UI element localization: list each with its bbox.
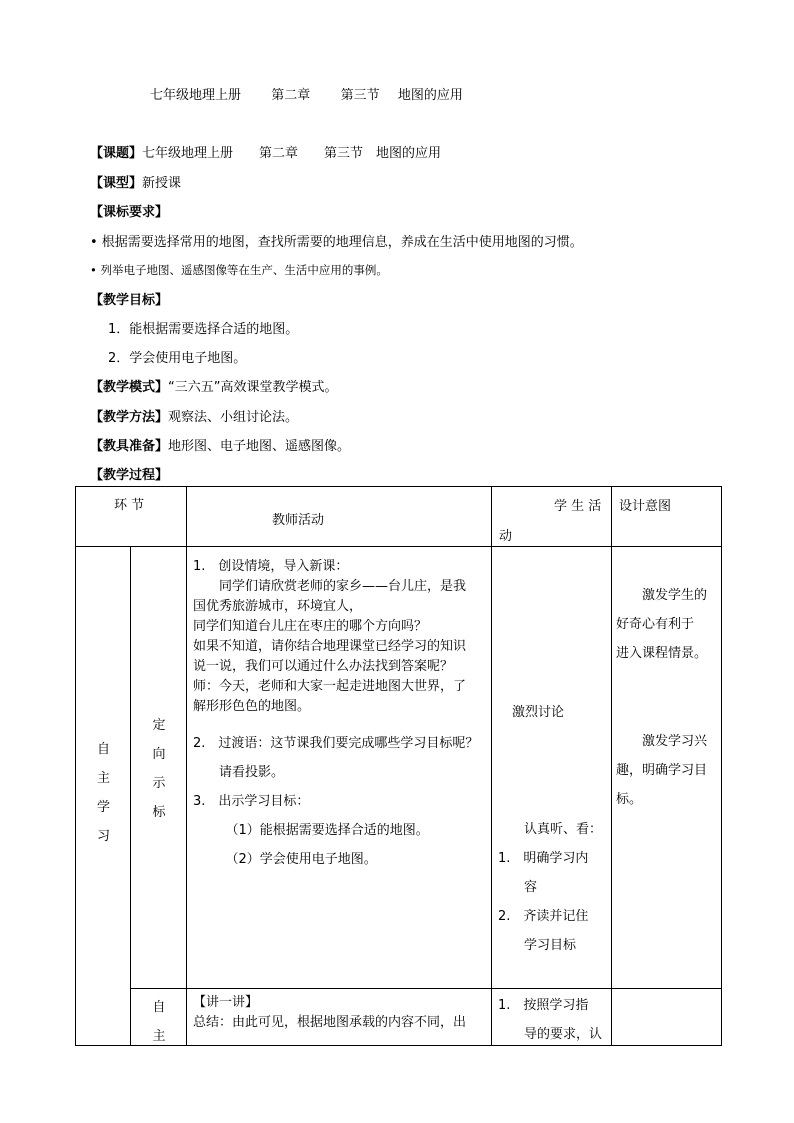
teacher-line: 3. 出示学习目标： xyxy=(193,794,310,809)
teacher-line: 2. 过渡语：这节课我们要完成哪些学习目标呢？ xyxy=(193,736,479,751)
teacher-line: 同学们知道台儿庄在枣庄的哪个方向吗？ xyxy=(193,619,428,634)
student-line: 1. 明确学习内 xyxy=(498,851,589,866)
title-book: 七年级地理上册 xyxy=(150,88,242,103)
standards-heading xyxy=(90,206,168,219)
teacher-line: （1）能根据需要选择合适的地图。 xyxy=(193,823,429,838)
goals-heading xyxy=(90,294,168,307)
header-teacher-cell xyxy=(187,487,492,547)
step-char: 自 xyxy=(152,1000,166,1015)
teacher-activity-goals xyxy=(193,729,478,874)
teacher-line: 【讲一讲】 xyxy=(193,995,259,1010)
process-label: 【教学过程】 xyxy=(90,468,169,483)
intent-b xyxy=(616,727,707,814)
header-stage: 环 节 xyxy=(114,498,145,513)
student-activity-cell xyxy=(492,547,612,989)
teacher-activity-summary xyxy=(193,993,466,1033)
standards-label: 【课标要求】 xyxy=(90,205,169,220)
type-label: 【课型】 xyxy=(90,176,143,191)
goals-label: 【教学目标】 xyxy=(90,293,169,308)
student-activity-cell xyxy=(492,989,612,1046)
intent-line: 趣，明确学习目 xyxy=(616,763,708,778)
intent-line: 好奇心有利于 xyxy=(616,617,695,632)
step-cell xyxy=(131,547,187,989)
step-cell xyxy=(131,989,187,1046)
teacher-line: 国优秀旅游城市，环境宜人， xyxy=(193,599,363,614)
header-intent: 设计意图 xyxy=(619,499,672,514)
table-header-row xyxy=(76,487,722,547)
teacher-activity-intro xyxy=(193,557,466,717)
teacher-activity-cell xyxy=(187,989,492,1046)
teacher-line: 请看投影。 xyxy=(193,765,285,780)
teacher-line: 如果不知道，请你结合地理课堂已经学习的知识 xyxy=(193,639,467,654)
step-char-2: 向 xyxy=(152,747,166,762)
student-activity-list xyxy=(498,991,602,1049)
phase-label xyxy=(76,735,131,851)
type-value: 新授课 xyxy=(142,176,182,191)
goal-item-2: 2．学会使用电子地图。 xyxy=(108,351,247,366)
goal-item-1: 1．能根据需要选择合适的地图。 xyxy=(108,322,299,337)
table-row xyxy=(76,989,722,1046)
title-lesson: 地图的应用 xyxy=(397,88,463,103)
process-heading xyxy=(90,469,168,482)
header-student-2: 动 xyxy=(499,529,513,544)
tools-line xyxy=(90,440,350,453)
tools-label: 【教具准备】 xyxy=(90,439,169,454)
student-line: 1. 按照学习指 xyxy=(498,998,589,1013)
type-line xyxy=(90,177,181,190)
student-discussion: 激烈讨论 xyxy=(512,705,565,720)
intent-line: 激发学生的 xyxy=(616,588,708,603)
design-intent-cell xyxy=(612,547,722,989)
phase-char-1: 自 xyxy=(96,742,110,757)
teacher-line: （2）学会使用电子地图。 xyxy=(193,852,377,867)
standard-item-2: • 列举电子地图、遥感图像等在生产、生活中应用的事例。 xyxy=(90,263,388,277)
methods-value: 观察法、小组讨论法。 xyxy=(168,410,299,425)
student-line: 容 xyxy=(498,880,538,895)
title-section: 第三节 xyxy=(340,88,380,103)
phase-char-4: 习 xyxy=(96,829,110,844)
mode-value: “三六五”高效课堂教学模式。 xyxy=(168,380,338,395)
methods-label: 【教学方法】 xyxy=(90,410,169,425)
step-char-1: 定 xyxy=(152,718,166,733)
phase-cell xyxy=(76,547,131,1046)
header-intent-cell xyxy=(612,487,722,547)
step-char: 主 xyxy=(152,1029,166,1044)
methods-line xyxy=(90,411,298,424)
header-teacher: 教师活动 xyxy=(272,513,325,528)
topic-value: 七年级地理上册 第二章 第三节 地图的应用 xyxy=(142,146,442,161)
step-char-4: 标 xyxy=(152,805,166,820)
step-char-3: 示 xyxy=(152,776,166,791)
title-chapter: 第二章 xyxy=(271,88,311,103)
intent-a xyxy=(616,581,707,668)
phase-char-2: 主 xyxy=(96,771,110,786)
teacher-line: 说一说，我们可以通过什么办法找到答案呢？ xyxy=(193,659,454,674)
teacher-line: 同学们请欣赏老师的家乡——台儿庄，是我 xyxy=(193,579,467,594)
topic-line xyxy=(90,147,441,160)
teacher-line: 解形形色色的地图。 xyxy=(193,699,311,714)
student-line: 认真听、看： xyxy=(498,822,603,837)
header-student-1: 学 生 活 xyxy=(554,499,602,514)
design-intent-cell xyxy=(612,989,722,1046)
table-row xyxy=(76,547,722,989)
student-activity-list xyxy=(498,815,602,960)
intent-line: 进入课程情景。 xyxy=(616,646,708,661)
step-label xyxy=(131,711,187,827)
student-line: 2. 齐读并记住 xyxy=(498,909,589,924)
teacher-activity-cell xyxy=(187,547,492,989)
header-stage-cell xyxy=(76,487,187,547)
topic-label: 【课题】 xyxy=(90,146,143,161)
student-line: 学习目标 xyxy=(498,938,577,953)
mode-label: 【教学模式】 xyxy=(90,380,169,395)
page-title xyxy=(150,89,463,102)
teacher-line: 师：今天，老师和大家一起走进地图大世界，了 xyxy=(193,679,467,694)
phase-char-3: 学 xyxy=(96,800,110,815)
process-table xyxy=(75,486,722,1046)
tools-value: 地形图、电子地图、遥感图像。 xyxy=(168,439,351,454)
standard-item-1: • 根据需要选择常用的地图，查找所需要的地理信息，养成在生活中使用地图的习惯。 xyxy=(90,235,583,250)
header-student-cell xyxy=(492,487,612,547)
intent-line: 激发学习兴 xyxy=(616,734,708,749)
intent-line: 标。 xyxy=(616,792,643,807)
teacher-line: 总结：由此可见，根据地图承载的内容不同，出 xyxy=(193,1015,467,1030)
student-line: 导的要求，认 xyxy=(498,1027,603,1042)
step-label xyxy=(131,993,187,1051)
mode-line xyxy=(90,381,338,394)
teacher-line: 1. 创设情境，导入新课： xyxy=(193,559,349,574)
